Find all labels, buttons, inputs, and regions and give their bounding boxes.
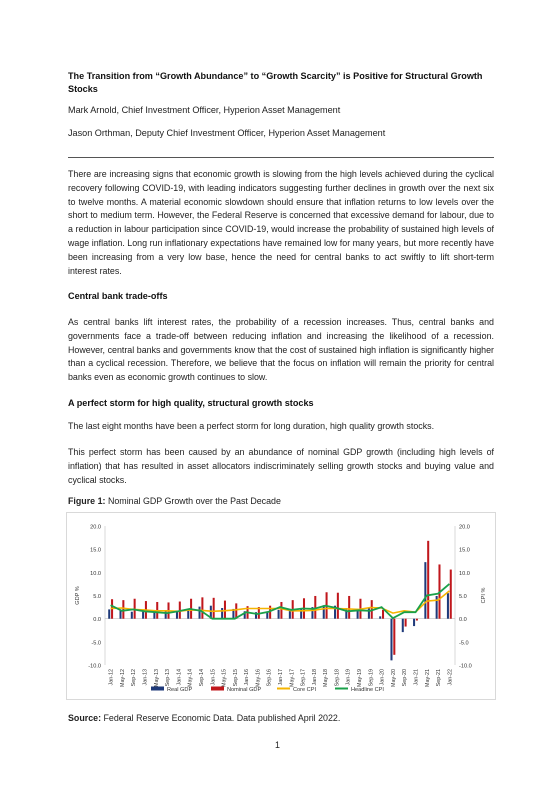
x-tick-label: Jan-14 bbox=[176, 669, 183, 686]
legend-label: Headline CPI bbox=[351, 687, 384, 693]
x-tick-label: Sep-17 bbox=[300, 669, 307, 687]
x-tick-label: Sep-12 bbox=[131, 669, 138, 687]
bar-nominal-gdp bbox=[427, 541, 429, 619]
y-tick-label-left: -5.0 bbox=[91, 640, 101, 647]
section-paragraph-perfect-storm-1: The last eight months have been a perfect storm for long duration, high quality growth stocks. bbox=[68, 421, 435, 431]
x-tick-label: Jan-15 bbox=[210, 669, 217, 686]
y-tick-label-left: 5.0 bbox=[93, 594, 101, 600]
x-tick-label: Jan-20 bbox=[379, 669, 386, 686]
bar-real-gdp bbox=[153, 612, 155, 618]
x-tick-label: Sep-13 bbox=[165, 669, 172, 687]
x-tick-label: Sep-14 bbox=[199, 669, 205, 687]
y-tick-label-left: -10.0 bbox=[88, 663, 101, 670]
y-tick-label-right: -10.0 bbox=[459, 663, 472, 670]
y-tick-label-left: 10.0 bbox=[90, 570, 101, 577]
section-heading-central-bank: Central bank trade-offs bbox=[68, 291, 168, 301]
x-tick-label: May-16 bbox=[255, 669, 262, 687]
bar-nominal-gdp bbox=[348, 596, 350, 619]
bar-real-gdp bbox=[447, 593, 449, 618]
bar-real-gdp bbox=[368, 608, 370, 619]
bar-nominal-gdp bbox=[393, 619, 395, 655]
bar-real-gdp bbox=[131, 612, 133, 619]
x-tick-label: May-12 bbox=[119, 669, 126, 687]
figure-caption bbox=[68, 496, 281, 506]
source-text: Federal Reserve Economic Data. Data published April 2022. bbox=[101, 713, 341, 723]
y-tick-label-right: -5.0 bbox=[459, 640, 469, 647]
x-tick-label: May-15 bbox=[221, 669, 228, 687]
page-number: 1 bbox=[275, 740, 280, 750]
x-tick-label: Jan-21 bbox=[413, 669, 420, 686]
bar-real-gdp bbox=[390, 619, 392, 661]
figure-label: Figure 1: bbox=[68, 496, 106, 506]
section-paragraph-perfect-storm-2: This perfect storm has been caused by an abundance of nominal GDP growth (including high levels of inflation) that has resulted in asset allocators indiscriminately selling growth stocks and buying value and cyclical stocks. bbox=[68, 447, 494, 485]
y-tick-label-right: 10.0 bbox=[459, 570, 470, 577]
author-line-1: Mark Arnold, Chief Investment Officer, Hyperion Asset Management bbox=[68, 105, 341, 115]
bar-nominal-gdp bbox=[450, 570, 452, 619]
bar-real-gdp bbox=[278, 610, 280, 619]
bar-nominal-gdp bbox=[224, 601, 226, 619]
x-tick-label: May-21 bbox=[424, 669, 431, 687]
bar-nominal-gdp bbox=[235, 603, 237, 618]
x-tick-label: Jan-13 bbox=[142, 669, 149, 686]
bar-nominal-gdp bbox=[416, 619, 418, 621]
legend-swatch bbox=[211, 687, 224, 691]
bar-nominal-gdp bbox=[213, 598, 215, 619]
intro-paragraph: There are increasing signs that economic growth is slowing from the high levels achieved during the cyclical recovery following COVID-19, with leading indicators suggesting further declines in growth over the next six to twelve months. A material economic slowdown should ensure that inflation returns to low levels over the short to medium term. However, the Federal Reserve is concerned that excessive demand for labour, due to a reduction in labour participation since COVID-19, would increase the probability of sustained high levels of wage inflation. Long run inflationary expectations have remained low for many years, but more recently have been increasing from a very low base, hence the need for central banks to act swiftly to lift short-term interest rates. bbox=[68, 169, 494, 276]
line-core-cpi bbox=[111, 591, 450, 613]
bar-nominal-gdp bbox=[405, 619, 407, 627]
bar-real-gdp bbox=[142, 612, 144, 619]
section-heading-perfect-storm: A perfect storm for high quality, structural growth stocks bbox=[68, 398, 314, 408]
bar-real-gdp bbox=[108, 609, 110, 618]
bar-nominal-gdp bbox=[337, 593, 339, 619]
bar-real-gdp bbox=[379, 616, 381, 618]
legend-label: Core CPI bbox=[293, 687, 317, 693]
x-tick-label: Sep-18 bbox=[334, 669, 341, 687]
bar-real-gdp bbox=[402, 619, 404, 632]
legend-label: Real GDP bbox=[167, 687, 193, 693]
bar-nominal-gdp bbox=[314, 596, 316, 619]
bar-nominal-gdp bbox=[382, 610, 384, 619]
y-axis-label-left: GDP % bbox=[75, 586, 81, 605]
x-tick-label: May-14 bbox=[187, 669, 194, 687]
figure-caption-text: Nominal GDP Growth over the Past Decade bbox=[105, 496, 281, 506]
gdp-cpi-chart bbox=[67, 513, 495, 699]
figure-chart bbox=[66, 512, 496, 700]
y-tick-label-left: 20.0 bbox=[90, 524, 101, 531]
x-tick-label: Jan-16 bbox=[244, 669, 251, 686]
x-tick-label: Jan-18 bbox=[311, 669, 318, 686]
y-tick-label-left: 0.0 bbox=[93, 617, 101, 624]
bar-real-gdp bbox=[120, 610, 122, 618]
x-tick-label: May-17 bbox=[289, 669, 296, 687]
x-tick-label: May-20 bbox=[390, 669, 397, 687]
bar-nominal-gdp bbox=[280, 602, 282, 619]
y-tick-label-right: 5.0 bbox=[459, 594, 467, 600]
y-tick-label-right: 20.0 bbox=[459, 524, 470, 531]
x-tick-label: Sep-19 bbox=[368, 669, 375, 687]
legend-swatch bbox=[151, 687, 164, 691]
x-tick-label: Sep-16 bbox=[266, 669, 273, 687]
legend-label: Nominal GDP bbox=[227, 687, 262, 693]
x-tick-label: May-19 bbox=[357, 669, 363, 687]
x-tick-label: Jan-22 bbox=[447, 669, 454, 686]
x-tick-label: May-18 bbox=[323, 669, 330, 687]
bar-real-gdp bbox=[221, 608, 223, 619]
document-title: The Transition from “Growth Abundance” to “Growth Scarcity” is Positive for Structural Growth Stocks bbox=[68, 71, 483, 94]
bar-real-gdp bbox=[424, 562, 426, 619]
section-paragraph-central-bank: As central banks lift interest rates, the probability of a recession increases. Thus, central banks and governments face a trade-off between reducing inflation and increasing the likelihood of a recession. However, central banks and governments know that the cost of sustained high inflation is significantly higher than a cyclical recession. Therefore, we believe that the focus on inflation will remain the priority for central banks even as economic growth continues to slow. bbox=[68, 317, 494, 383]
x-tick-label: Sep-21 bbox=[436, 669, 443, 687]
bar-nominal-gdp bbox=[201, 597, 203, 618]
bar-real-gdp bbox=[199, 607, 201, 619]
bar-nominal-gdp bbox=[122, 600, 124, 619]
author-line-2: Jason Orthman, Deputy Chief Investment Officer, Hyperion Asset Management bbox=[68, 128, 386, 138]
bar-real-gdp bbox=[413, 619, 415, 626]
x-tick-label: Sep-20 bbox=[402, 669, 409, 687]
x-tick-label: Jan-19 bbox=[345, 669, 352, 686]
x-tick-label: Jan-17 bbox=[278, 669, 284, 686]
y-tick-label-left: 15.0 bbox=[90, 547, 101, 554]
x-tick-label: Jan-12 bbox=[108, 669, 115, 686]
line-headline-cpi bbox=[111, 584, 450, 619]
source-note bbox=[68, 713, 340, 723]
y-tick-label-right: 15.0 bbox=[459, 547, 470, 554]
y-tick-label-right: 0.0 bbox=[459, 617, 467, 624]
source-label: Source: bbox=[68, 713, 102, 723]
divider bbox=[68, 157, 494, 158]
x-tick-label: Sep-15 bbox=[232, 669, 239, 687]
y-axis-label-right: CPI % bbox=[481, 587, 487, 604]
x-tick-label: May-13 bbox=[153, 669, 160, 687]
